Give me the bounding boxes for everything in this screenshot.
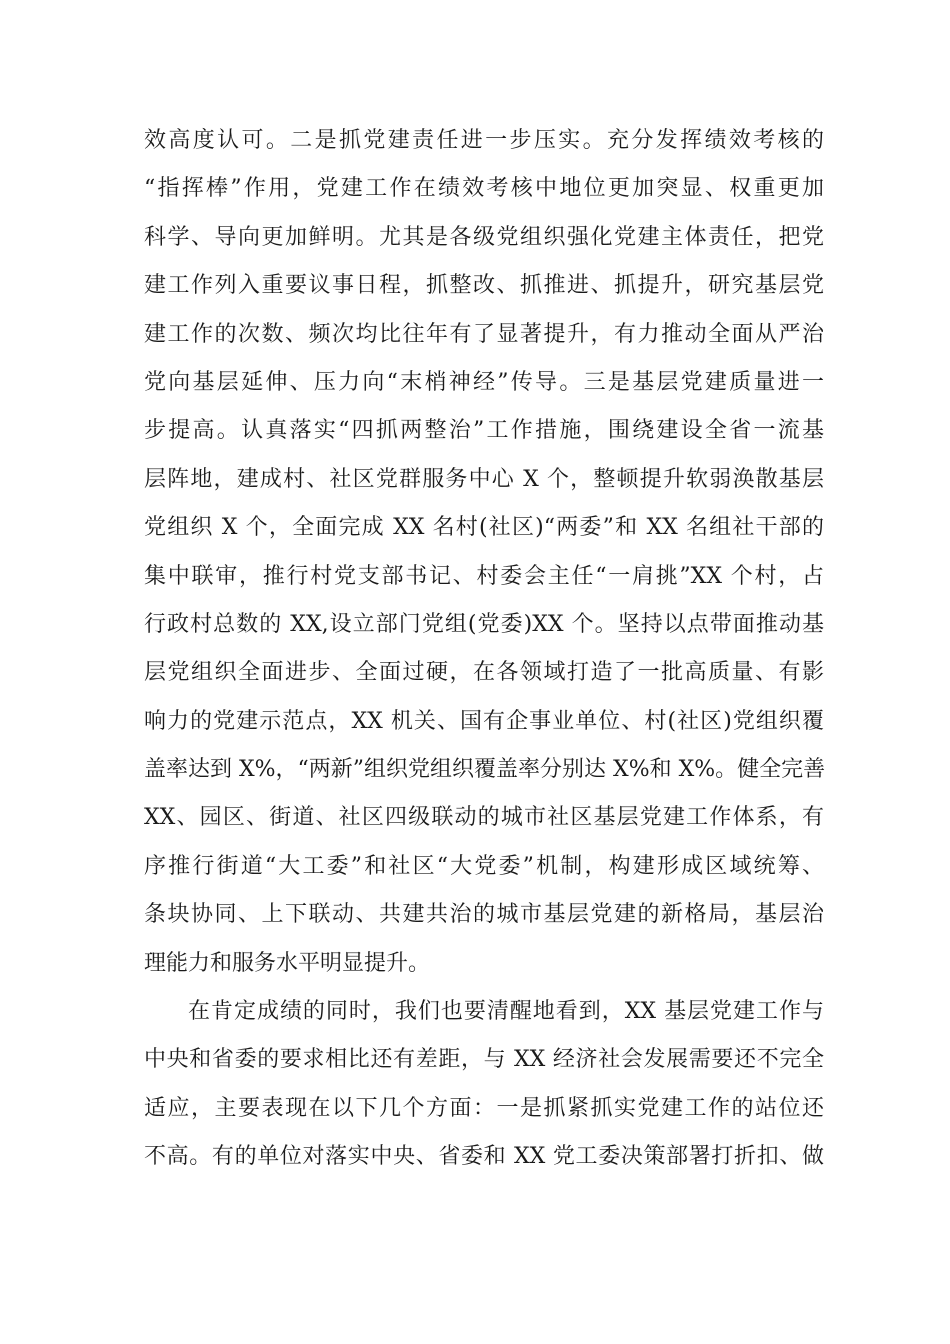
text-line: 中央和省委的要求相比还有差距，与 XX 经济社会发展需要还不完全 — [144, 1047, 824, 1073]
text-line: 效高度认可。二是抓党建责任进一步压实。充分发挥绩效考核的 — [144, 128, 824, 153]
text-line: 党组织 X 个，全面完成 XX 名村(社区)“两委”和 XX 名组社干部的 — [144, 515, 824, 541]
text-line: 层阵地，建成村、社区党群服务中心 X 个，整顿提升软弱涣散基层 — [144, 466, 824, 492]
text-line: 在肯定成绩的同时，我们也要清醒地看到，XX 基层党建工作与 — [188, 999, 824, 1025]
text-line: 建工作的次数、频次均比往年有了显著提升，有力推动全面从严治 — [144, 321, 824, 347]
text-line: 理能力和服务水平明显提升。 — [144, 950, 431, 976]
text-line: 条块协同、上下联动、共建共治的城市基层党建的新格局，基层治 — [144, 902, 824, 928]
text-line: 建工作列入重要议事日程，抓整改、抓推进、抓提升，研究基层党 — [144, 273, 824, 299]
text-line: XX、园区、街道、社区四级联动的城市社区基层党建工作体系，有 — [144, 805, 824, 831]
text-line: 盖率达到 X%，“两新”组织党组织覆盖率分别达 X%和 X%。健全完善 — [144, 757, 826, 783]
paragraph-2 — [144, 988, 824, 1182]
text-line: 行政村总数的 XX,设立部门党组(党委)XX 个。坚持以点带面推动基 — [144, 611, 824, 637]
text-line: “指挥棒”作用，党建工作在绩效考核中地位更加突显、权重更加 — [144, 176, 824, 202]
document-body — [144, 117, 824, 1182]
text-line: 步提高。认真落实“四抓两整治”工作措施，围绕建设全省一流基 — [144, 418, 824, 444]
text-line: 科学、导向更加鲜明。尤其是各级党组织强化党建主体责任，把党 — [144, 224, 824, 250]
text-line: 序推行街道“大工委”和社区“大党委”机制，构建形成区域统筹、 — [144, 853, 824, 879]
text-line: 党向基层延伸、压力向“末梢神经”传导。三是基层党建质量进一 — [144, 369, 824, 395]
text-line: 不高。有的单位对落实中央、省委和 XX 党工委决策部署打折扣、做 — [144, 1144, 824, 1170]
text-line: 适应，主要表现在以下几个方面：一是抓紧抓实党建工作的站位还 — [144, 1095, 824, 1121]
text-line: 响力的党建示范点，XX 机关、国有企事业单位、村(社区)党组织覆 — [144, 708, 824, 734]
text-line: 集中联审，推行村党支部书记、村委会主任“一肩挑”XX 个村，占 — [144, 563, 824, 589]
paragraph-1 — [144, 117, 824, 988]
text-line: 层党组织全面进步、全面过硬，在各领域打造了一批高质量、有影 — [144, 660, 824, 686]
